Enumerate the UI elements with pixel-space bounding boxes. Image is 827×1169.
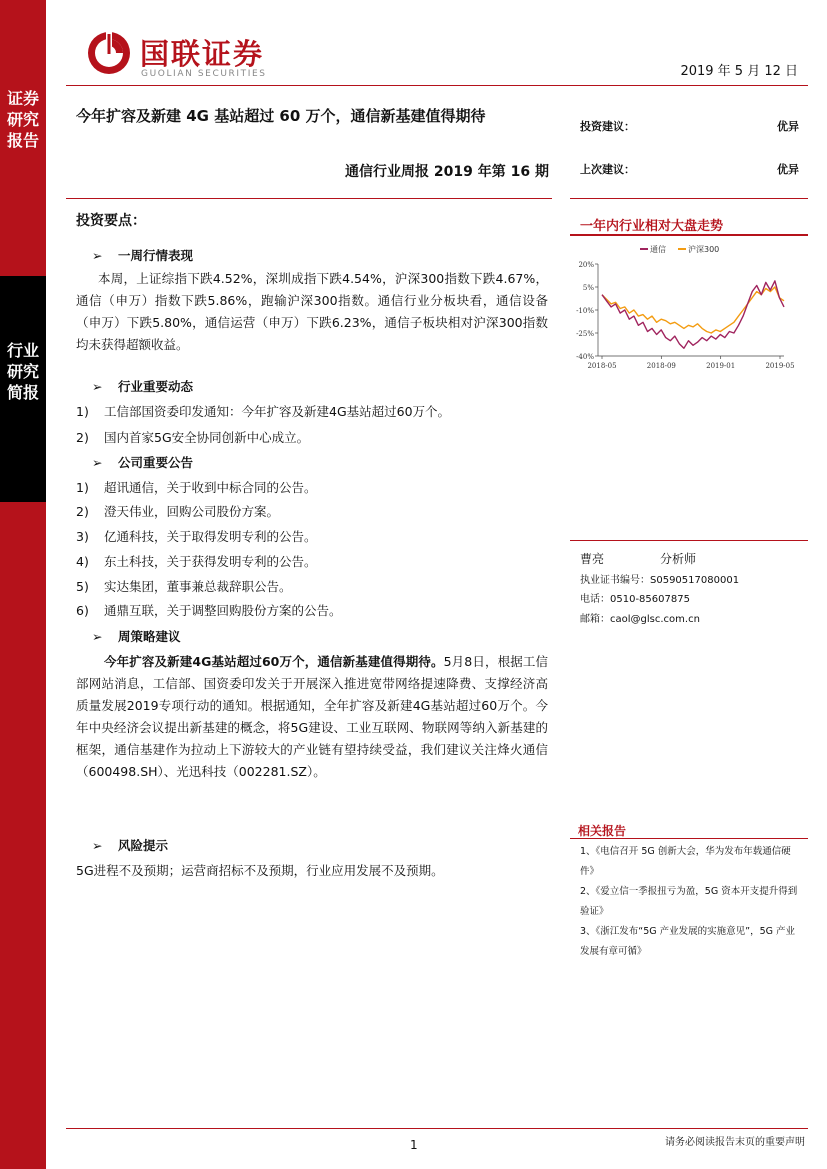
header-rule <box>66 85 808 86</box>
relative-performance-chart <box>570 238 808 378</box>
y-tick-label: -40% <box>576 353 594 361</box>
list-item: 2) 澄天伟业，回购公司股份方案。 <box>76 504 280 519</box>
logo-english-name: GUOLIAN SECURITIES <box>141 69 267 79</box>
report-subtitle: 通信行业周报 2019 年第 16 期 <box>345 164 549 180</box>
report-date: 2019 年 5 月 12 日 <box>680 64 798 79</box>
analyst-name: 曹亮 <box>580 552 605 566</box>
heading-company-announcements: ➢ 公司重要公告 <box>92 455 194 470</box>
rating-previous-value: 优异 <box>777 163 799 176</box>
arrow-bullet-icon: ➢ <box>92 455 103 470</box>
chart-title-rule <box>570 234 808 236</box>
rating-current-label: 投资建议： <box>580 120 635 133</box>
list-item: 3) 亿通科技，关于取得发明专利的公告。 <box>76 529 317 544</box>
legend-label: 沪深300 <box>688 245 720 254</box>
y-tick-label: -10% <box>576 307 594 315</box>
analyst-license: 执业证书编号：S0590517080001 <box>580 575 740 586</box>
sidebar-band-bottom <box>0 502 46 1169</box>
report-title: 今年扩容及新建 4G 基站超过 60 万个，通信新基建值得期待 <box>76 107 486 125</box>
legend-label: 通信 <box>650 245 666 254</box>
arrow-bullet-icon: ➢ <box>92 838 103 853</box>
related-reports-title: 相关报告 <box>578 824 627 838</box>
series-line-沪深300 <box>602 287 784 333</box>
related-report-item[interactable]: 3、《浙江发布“5G 产业发展的实施意见”，5G 产业发展有章可循》 <box>580 926 795 957</box>
strategy-body: 5月8日，根据工信部网站消息，工信部、国资委印发关于开展深入推进宽带网络提速降费、支撑经济高质量发展2019专项行动的通知。根据通知，全年扩容及新建4G基站超过60万个。今年中央经济会议提出新基建的概念，将5G建设、工业互联网、物联网等纳入新基建的框架，通信基建作为拉动上下游较大的产业链有望持续受益，我们建议关注烽火通信（600498.SH）、光迅科技（002281.SZ）。 <box>76 654 548 779</box>
list-item: 4) 东土科技，关于获得发明专利的公告。 <box>76 554 317 569</box>
x-tick-label: 2019-05 <box>765 362 795 370</box>
related-rule <box>570 838 808 839</box>
list-item: 1) 超讯通信，关于收到中标合同的公告。 <box>76 480 317 495</box>
rating-previous-label: 上次建议： <box>580 163 635 176</box>
arrow-bullet-icon: ➢ <box>92 248 103 263</box>
related-report-item[interactable]: 1、《电信召开 5G 创新大会，华为发布年载通信硬件》 <box>580 846 791 877</box>
page-number: 1 <box>410 1138 418 1152</box>
weekly-strategy-paragraph <box>76 651 548 783</box>
chart-title: 一年内行业相对大盘走势 <box>580 219 724 234</box>
footer-disclaimer: 请务必阅读报告末页的重要声明 <box>665 1137 805 1148</box>
heading-risk: ➢ 风险提示 <box>92 838 169 853</box>
analyst-role: 分析师 <box>660 552 697 566</box>
x-tick-label: 2018-05 <box>587 362 617 370</box>
y-tick-label: -25% <box>576 330 594 338</box>
risk-paragraph: 5G进程不及预期；运营商招标不及预期，行业应用发展不及预期。 <box>76 863 444 878</box>
arrow-bullet-icon: ➢ <box>92 629 103 644</box>
y-tick-label: 5% <box>582 284 594 292</box>
sidebar-label-securities-report: 证券研究报告 <box>6 89 39 150</box>
list-item: 1) 工信部国资委印发通知：今年扩容及新建4G基站超过60万个。 <box>76 404 451 419</box>
arrow-bullet-icon: ➢ <box>92 379 103 394</box>
related-report-item[interactable]: 2、《爱立信一季报扭亏为盈，5G 资本开支提升得到验证》 <box>580 886 798 917</box>
guolian-logo-icon <box>86 30 132 76</box>
rating-rule <box>570 198 808 199</box>
section-title-key-points: 投资要点： <box>76 213 146 229</box>
heading-industry-news: ➢ 行业重要动态 <box>92 379 194 394</box>
x-tick-label: 2018-09 <box>646 362 676 370</box>
rating-current-value: 优异 <box>777 120 799 133</box>
analyst-rule <box>570 540 808 541</box>
logo-chinese-name: 国联证券 <box>140 37 265 71</box>
heading-weekly-strategy: ➢ 周策略建议 <box>92 629 181 644</box>
list-item: 6) 通鼎互联，关于调整回购股份方案的公告。 <box>76 603 342 618</box>
weekly-market-paragraph: 本周，上证综指下跌4.52%，深圳成指下跌4.54%，沪深300指数下跌4.67%，通信（申万）指数下跌5.86%，跑输沪深300指数。通信行业分板块看，通信设备（申万）下跌5.80%，通信运营（申万）下跌6.23%，通信子板块相对沪深300指数均未获得超额收益。 <box>76 271 548 352</box>
title-rule <box>66 198 552 199</box>
y-tick-label: 20% <box>578 261 594 269</box>
heading-weekly-market: ➢ 一周行情表现 <box>92 248 194 263</box>
analyst-email: 邮箱：caol@glsc.com.cn <box>580 614 700 625</box>
strategy-highlight: 今年扩容及新建4G基站超过60万个，通信新基建值得期待。 <box>104 654 444 669</box>
sidebar-label-industry-brief: 行业研究简报 <box>6 341 39 402</box>
list-item: 2) 国内首家5G安全协同创新中心成立。 <box>76 430 310 445</box>
x-tick-label: 2019-01 <box>706 362 736 370</box>
analyst-phone: 电话：0510-85607875 <box>580 594 690 605</box>
footer-rule <box>66 1128 808 1129</box>
list-item: 5) 实达集团，董事兼总裁辞职公告。 <box>76 579 292 594</box>
